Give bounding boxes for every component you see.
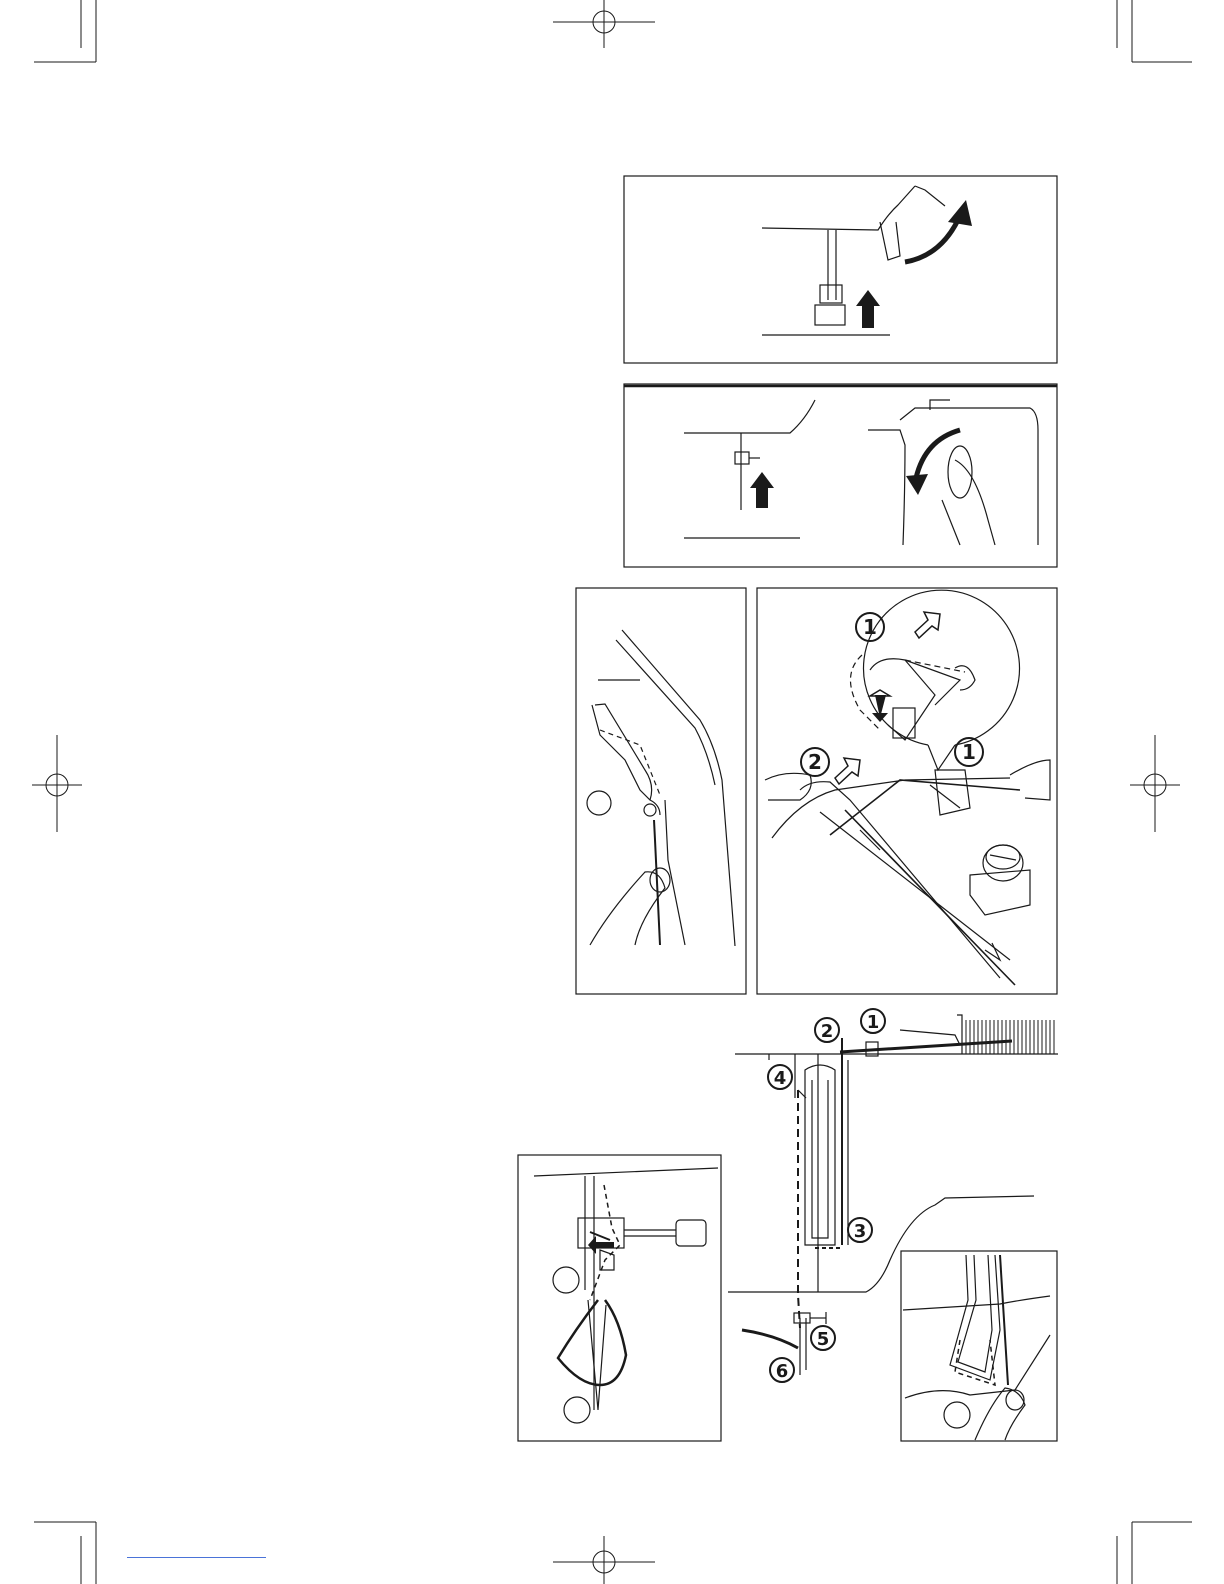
path-step-3-label: 3 xyxy=(853,1221,867,1242)
step-1-label: 1 xyxy=(962,740,976,764)
path-step-6-label: 6 xyxy=(775,1361,789,1382)
path-step-5-label: 5 xyxy=(816,1329,830,1350)
step-2-label: 2 xyxy=(808,750,822,774)
footer-rule xyxy=(127,1557,266,1558)
path-step-1-label: 1 xyxy=(866,1012,880,1033)
path-step-4-label: 4 xyxy=(773,1068,787,1089)
path-step-2-label: 2 xyxy=(820,1021,834,1042)
callout-step-1-label: 1 xyxy=(863,615,877,639)
